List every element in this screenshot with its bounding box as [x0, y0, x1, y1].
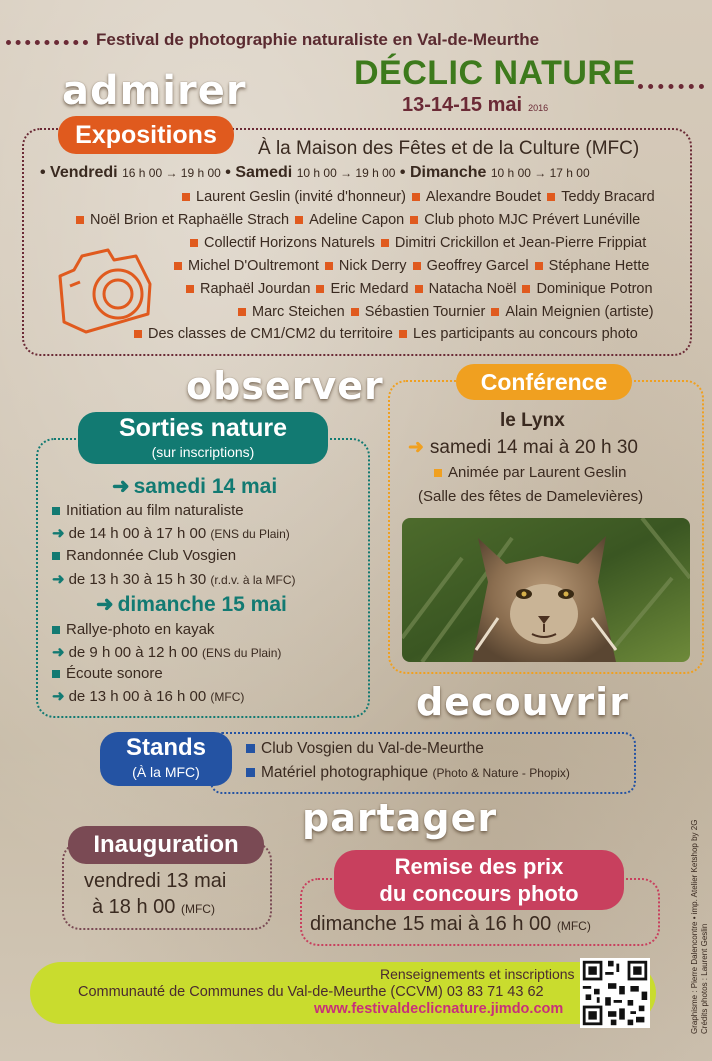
lynx-photo — [402, 518, 690, 662]
info-heading: Renseignements et inscriptions — [380, 966, 575, 982]
inauguration-pill: Inauguration — [68, 826, 264, 864]
expositions-line-2: Noël Brion et Raphaëlle Strach Adeline Capon Club photo MJC Prévert Lunéville — [70, 212, 640, 228]
sorties-title: Sorties nature — [118, 414, 288, 442]
top-dotted-rule — [6, 40, 88, 45]
expositions-line-1: Laurent Geslin (invité d'honneur) Alexandre Boudet Teddy Bracard — [176, 189, 655, 205]
sorties-item-1: Initiation au film naturaliste — [52, 502, 244, 519]
inauguration-line1: vendredi 13 mai — [84, 870, 227, 892]
section-partager: partager — [302, 796, 498, 840]
sorties-item-2-time: ➜ de 13 h 30 à 15 h 30 (r.d.v. à la MFC) — [52, 571, 296, 588]
conference-when: ➜ samedi 14 mai à 20 h 30 — [408, 437, 638, 458]
camera-outline-icon — [52, 236, 158, 338]
section-decouvrir: decouvrir — [416, 680, 629, 724]
prix-pill — [334, 850, 624, 910]
festival-name: DÉCLIC NATURE — [354, 54, 636, 92]
expositions-line-4: Michel D'Oultremont Nick Derry Geoffrey Garcel Stéphane Hette — [168, 258, 649, 274]
expositions-line-7: Des classes de CM1/CM2 du territoire Les participants au concours photo — [128, 326, 638, 342]
sorties-item-2: Randonnée Club Vosgien — [52, 547, 236, 564]
conference-host: Animée par Laurent Geslin — [428, 464, 626, 481]
sorties-item-1-time: ➜ de 14 h 00 à 17 h 00 (ENS du Plain) — [52, 525, 290, 542]
sorties-item-3: Rallye-photo en kayak — [52, 621, 214, 638]
sorties-subtitle: (sur inscriptions) — [151, 444, 255, 460]
sorties-item-4-time: ➜ de 13 h 00 à 16 h 00 (MFC) — [52, 688, 245, 705]
conference-place: (Salle des fêtes de Damelevières) — [418, 488, 644, 505]
sorties-day1: ➜ samedi 14 mai — [112, 475, 278, 498]
conference-subject: le Lynx — [500, 410, 565, 431]
expositions-line-3: Collectif Horizons Naturels Dimitri Crickillon et Jean-Pierre Frippiat — [184, 235, 646, 251]
prix-when: dimanche 15 mai à 16 h 00 (MFC) — [310, 913, 591, 935]
expositions-line-6: Marc Steichen Sébastien Tournier Alain Meignien (artiste) — [232, 304, 654, 320]
sorties-pill — [78, 412, 328, 464]
stands-pill — [100, 732, 232, 786]
info-org: Communauté de Communes du Val-de-Meurthe (CCVM) 03 83 71 43 62 — [78, 984, 544, 1000]
qr-code-icon — [580, 958, 650, 1028]
stands-item-1: Club Vosgien du Val-de-Meurthe — [246, 740, 484, 758]
festival-dates: 13-14-15 mai 2016 — [402, 94, 549, 116]
stands-item-2: Matériel photographique (Photo & Nature - Phopix) — [246, 764, 570, 782]
section-admirer: admirer — [62, 68, 247, 114]
sorties-item-3-time: ➜ de 9 h 00 à 12 h 00 (ENS du Plain) — [52, 644, 282, 661]
credits-design: Graphisme : Pierre Dalencontre • imp. Atelier Ketshop by 2G — [690, 819, 699, 1034]
sorties-item-4: Écoute sonore — [52, 665, 163, 682]
prix-title-2: du concours photo — [379, 881, 579, 906]
expositions-schedule: • Vendredi 16 h 00 → 19 h 00 • Samedi 10 h 00 → 19 h 00 • Dimanche 10 h 00 → 17 h 00 — [40, 164, 590, 181]
info-url[interactable]: www.festivaldeclicnature.jimdo.com — [314, 1001, 564, 1017]
stands-subtitle: (À la MFC) — [132, 764, 200, 780]
expositions-pill: Expositions — [58, 116, 234, 154]
festival-subtitle: Festival de photographie naturaliste en Val-de-Meurthe — [96, 30, 540, 49]
conference-pill: Conférence — [456, 364, 632, 400]
sorties-day2: ➜ dimanche 15 mai — [96, 593, 287, 616]
expositions-line-5: Raphaël Jourdan Eric Medard Natacha Noël Dominique Potron — [180, 281, 653, 297]
prix-title-1: Remise des prix — [394, 854, 564, 879]
name-dotted-rule — [638, 84, 704, 89]
inauguration-line2: à 18 h 00 (MFC) — [92, 896, 215, 918]
section-observer: observer — [186, 364, 384, 408]
stands-title: Stands — [125, 734, 206, 761]
expositions-venue: À la Maison des Fêtes et de la Culture (MFC) — [258, 138, 640, 159]
credits-photos: Crédits photos : Laurent Geslin — [700, 923, 709, 1034]
